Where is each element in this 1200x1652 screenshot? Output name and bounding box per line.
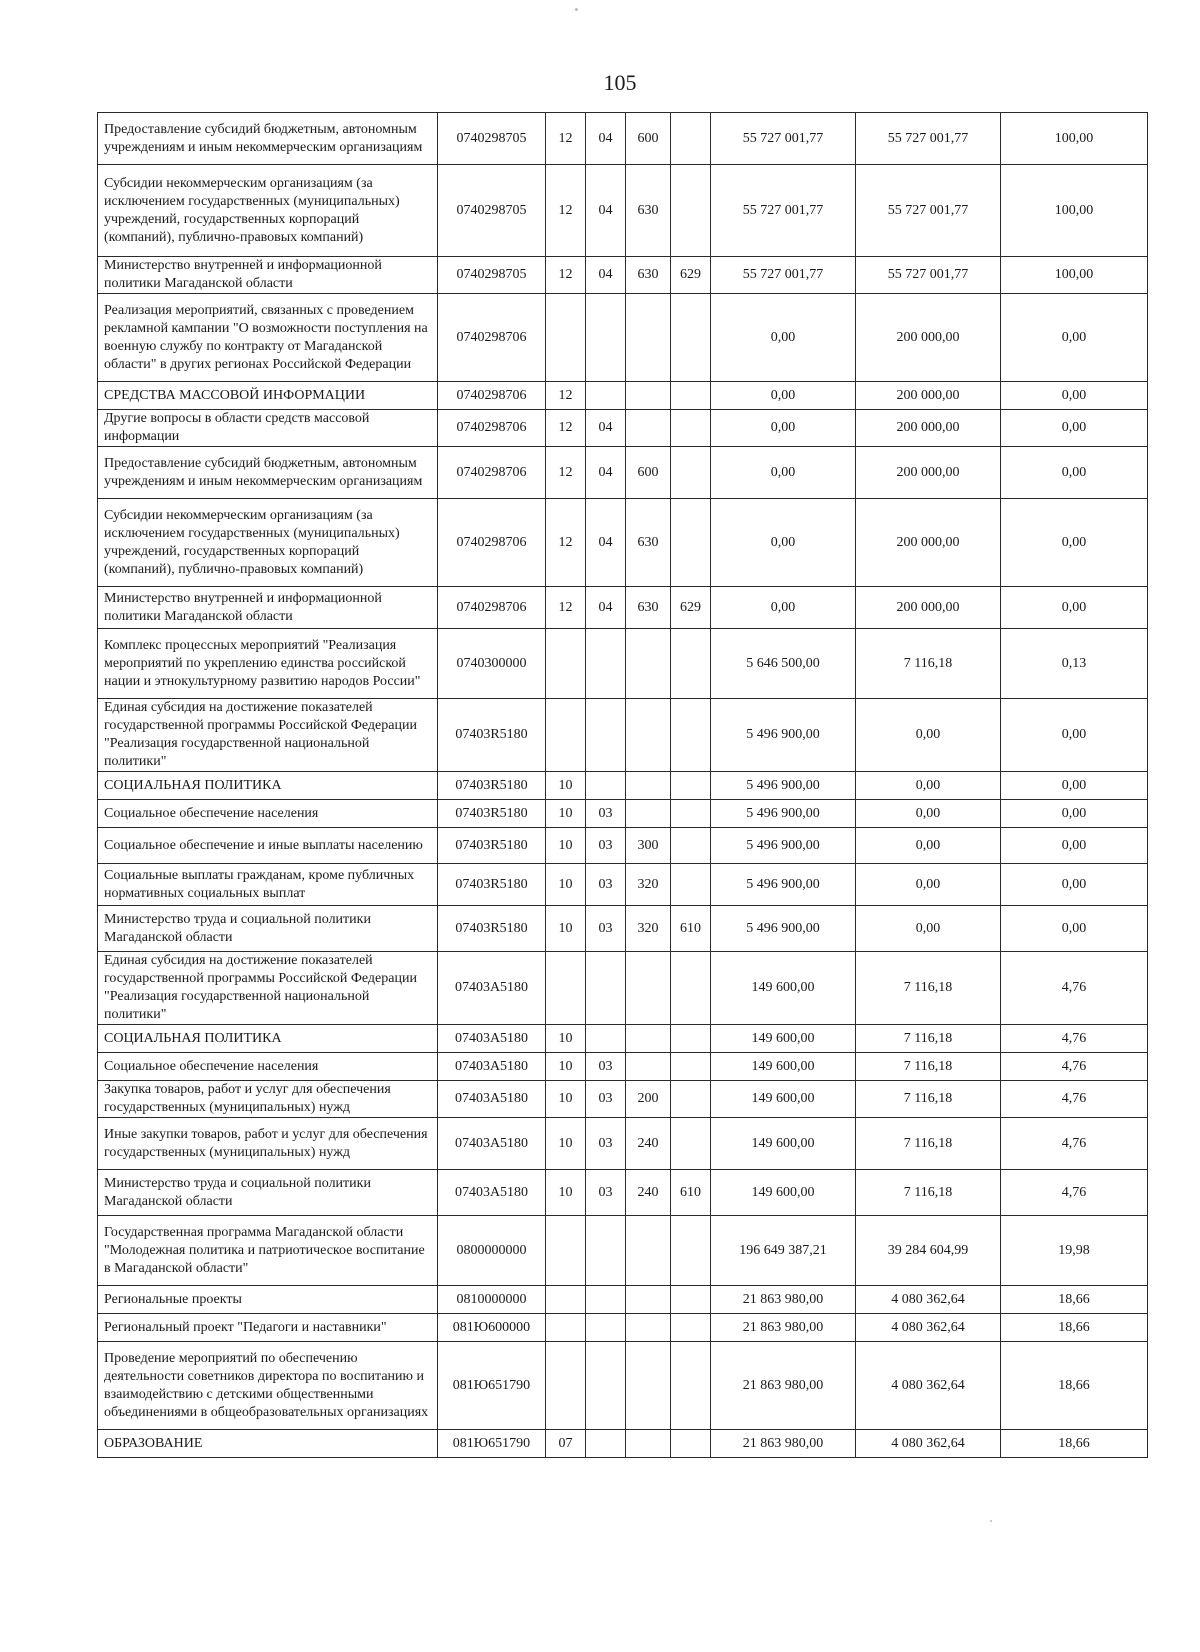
cell-grbs [671, 1216, 711, 1286]
cell-rz [546, 294, 586, 382]
cell-csr: 0740298706 [438, 382, 546, 410]
table-row [98, 1170, 1148, 1216]
cell-plan: 0,00 [711, 587, 856, 629]
cell-plan: 5 646 500,00 [711, 629, 856, 699]
cell-vr [626, 1053, 671, 1081]
cell-csr: 0740298705 [438, 165, 546, 257]
cell-pr: 04 [586, 257, 626, 294]
cell-name: Министерство труда и социальной политики Магаданской области [98, 1170, 438, 1216]
cell-grbs [671, 447, 711, 499]
cell-rz: 12 [546, 587, 586, 629]
cell-pct: 4,76 [1001, 952, 1148, 1025]
cell-plan: 149 600,00 [711, 1170, 856, 1216]
cell-name: Предоставление субсидий бюджетным, автономным учреждениям и иным некоммерческим организациям [98, 113, 438, 165]
cell-plan: 0,00 [711, 447, 856, 499]
cell-csr: 0740298706 [438, 499, 546, 587]
cell-grbs: 610 [671, 1170, 711, 1216]
table-row [98, 772, 1148, 800]
cell-plan: 21 863 980,00 [711, 1314, 856, 1342]
cell-pr: 03 [586, 864, 626, 906]
cell-pct: 4,76 [1001, 1118, 1148, 1170]
table-row [98, 864, 1148, 906]
cell-pr [586, 699, 626, 772]
cell-fact: 200 000,00 [856, 294, 1001, 382]
cell-name: Проведение мероприятий по обеспечению деятельности советников директора по воспитанию и взаимодействию с детскими общественными объединениями в общеобразовательных организациях [98, 1342, 438, 1430]
cell-vr [626, 800, 671, 828]
cell-pct: 4,76 [1001, 1170, 1148, 1216]
cell-name: СРЕДСТВА МАССОВОЙ ИНФОРМАЦИИ [98, 382, 438, 410]
cell-grbs [671, 294, 711, 382]
cell-pct: 18,66 [1001, 1430, 1148, 1458]
cell-pct: 0,00 [1001, 294, 1148, 382]
cell-grbs [671, 772, 711, 800]
cell-grbs [671, 499, 711, 587]
cell-csr: 07403R5180 [438, 864, 546, 906]
cell-vr [626, 1342, 671, 1430]
cell-name: Региональные проекты [98, 1286, 438, 1314]
cell-plan: 5 496 900,00 [711, 828, 856, 864]
cell-name: Министерство труда и социальной политики Магаданской области [98, 906, 438, 952]
table-row [98, 699, 1148, 772]
cell-rz: 10 [546, 800, 586, 828]
cell-csr: 07403R5180 [438, 800, 546, 828]
cell-grbs [671, 113, 711, 165]
cell-csr: 07403R5180 [438, 828, 546, 864]
cell-pct: 0,00 [1001, 864, 1148, 906]
table-row [98, 1025, 1148, 1053]
cell-grbs [671, 1430, 711, 1458]
cell-vr: 630 [626, 165, 671, 257]
cell-rz [546, 699, 586, 772]
cell-grbs [671, 1025, 711, 1053]
cell-csr: 081Ю651790 [438, 1342, 546, 1430]
cell-pct: 0,00 [1001, 499, 1148, 587]
cell-rz: 10 [546, 1053, 586, 1081]
cell-csr: 07403А5180 [438, 1025, 546, 1053]
cell-fact: 0,00 [856, 906, 1001, 952]
cell-plan: 0,00 [711, 410, 856, 447]
cell-name: СОЦИАЛЬНАЯ ПОЛИТИКА [98, 1025, 438, 1053]
cell-vr [626, 294, 671, 382]
cell-csr: 07403R5180 [438, 699, 546, 772]
cell-csr: 081Ю600000 [438, 1314, 546, 1342]
cell-rz: 10 [546, 1025, 586, 1053]
cell-fact: 0,00 [856, 864, 1001, 906]
cell-name: Другие вопросы в области средств массовой информации [98, 410, 438, 447]
cell-pct: 18,66 [1001, 1286, 1148, 1314]
cell-plan: 149 600,00 [711, 1118, 856, 1170]
cell-name: Государственная программа Магаданской области "Молодежная политика и патриотическое воспитание в Магаданской области" [98, 1216, 438, 1286]
cell-fact: 55 727 001,77 [856, 113, 1001, 165]
table-row [98, 294, 1148, 382]
cell-plan: 149 600,00 [711, 952, 856, 1025]
scan-speck [990, 1520, 992, 1522]
cell-pr [586, 382, 626, 410]
page-number: 105 [603, 70, 637, 95]
scan-speck [575, 8, 578, 11]
cell-rz [546, 1286, 586, 1314]
cell-pr: 04 [586, 587, 626, 629]
cell-name: СОЦИАЛЬНАЯ ПОЛИТИКА [98, 772, 438, 800]
cell-fact: 7 116,18 [856, 1053, 1001, 1081]
cell-fact: 200 000,00 [856, 382, 1001, 410]
cell-pct: 100,00 [1001, 113, 1148, 165]
cell-pct: 0,00 [1001, 800, 1148, 828]
cell-vr: 320 [626, 864, 671, 906]
cell-csr: 0740298705 [438, 113, 546, 165]
cell-pr [586, 1025, 626, 1053]
cell-vr: 630 [626, 499, 671, 587]
table-row [98, 1286, 1148, 1314]
cell-rz: 12 [546, 257, 586, 294]
cell-grbs [671, 952, 711, 1025]
cell-vr: 320 [626, 906, 671, 952]
cell-pr: 03 [586, 906, 626, 952]
cell-plan: 21 863 980,00 [711, 1430, 856, 1458]
cell-vr: 200 [626, 1081, 671, 1118]
cell-csr: 07403А5180 [438, 1053, 546, 1081]
cell-pct: 18,66 [1001, 1342, 1148, 1430]
cell-plan: 0,00 [711, 499, 856, 587]
table-row [98, 1053, 1148, 1081]
cell-grbs [671, 800, 711, 828]
cell-fact: 0,00 [856, 772, 1001, 800]
cell-fact: 7 116,18 [856, 1118, 1001, 1170]
table-row [98, 587, 1148, 629]
cell-grbs [671, 165, 711, 257]
cell-pr [586, 772, 626, 800]
cell-name: Социальное обеспечение населения [98, 1053, 438, 1081]
cell-pr: 04 [586, 113, 626, 165]
cell-csr: 07403А5180 [438, 1118, 546, 1170]
cell-pr [586, 1342, 626, 1430]
cell-grbs [671, 1053, 711, 1081]
cell-plan: 149 600,00 [711, 1081, 856, 1118]
cell-vr [626, 382, 671, 410]
cell-csr: 0740298706 [438, 294, 546, 382]
cell-plan: 196 649 387,21 [711, 1216, 856, 1286]
cell-fact: 0,00 [856, 699, 1001, 772]
cell-rz: 10 [546, 906, 586, 952]
cell-pct: 100,00 [1001, 257, 1148, 294]
cell-rz [546, 629, 586, 699]
cell-fact: 7 116,18 [856, 1170, 1001, 1216]
cell-rz: 10 [546, 1170, 586, 1216]
cell-pr: 04 [586, 499, 626, 587]
cell-name: Иные закупки товаров, работ и услуг для обеспечения государственных (муниципальных) нужд [98, 1118, 438, 1170]
cell-fact: 4 080 362,64 [856, 1430, 1001, 1458]
cell-fact: 4 080 362,64 [856, 1314, 1001, 1342]
cell-pct: 0,00 [1001, 587, 1148, 629]
cell-name: Закупка товаров, работ и услуг для обеспечения государственных (муниципальных) нужд [98, 1081, 438, 1118]
cell-pct: 100,00 [1001, 165, 1148, 257]
cell-csr: 07403R5180 [438, 772, 546, 800]
cell-pr [586, 629, 626, 699]
cell-pct: 19,98 [1001, 1216, 1148, 1286]
cell-rz [546, 1314, 586, 1342]
cell-fact: 7 116,18 [856, 1025, 1001, 1053]
cell-pr [586, 294, 626, 382]
cell-pr [586, 1286, 626, 1314]
cell-grbs [671, 1118, 711, 1170]
cell-name: Субсидии некоммерческим организациям (за исключением государственных (муниципальных) учреждений, государственных корпораций (компаний), публично-правовых компаний) [98, 499, 438, 587]
cell-fact: 0,00 [856, 828, 1001, 864]
cell-fact: 0,00 [856, 800, 1001, 828]
cell-rz: 10 [546, 828, 586, 864]
cell-rz [546, 1342, 586, 1430]
cell-grbs [671, 864, 711, 906]
table-row [98, 1216, 1148, 1286]
table-row [98, 906, 1148, 952]
cell-vr: 630 [626, 257, 671, 294]
cell-vr [626, 410, 671, 447]
cell-vr: 240 [626, 1170, 671, 1216]
table-row [98, 257, 1148, 294]
cell-csr: 07403R5180 [438, 906, 546, 952]
cell-pct: 0,00 [1001, 447, 1148, 499]
cell-plan: 55 727 001,77 [711, 113, 856, 165]
cell-plan: 5 496 900,00 [711, 699, 856, 772]
cell-grbs [671, 382, 711, 410]
cell-grbs [671, 1286, 711, 1314]
cell-plan: 21 863 980,00 [711, 1342, 856, 1430]
table-row [98, 1081, 1148, 1118]
cell-vr [626, 699, 671, 772]
cell-plan: 5 496 900,00 [711, 800, 856, 828]
cell-grbs: 629 [671, 257, 711, 294]
cell-vr [626, 1314, 671, 1342]
cell-rz: 10 [546, 864, 586, 906]
cell-pct: 0,00 [1001, 382, 1148, 410]
table-row [98, 447, 1148, 499]
cell-vr [626, 629, 671, 699]
cell-name: Министерство внутренней и информационной политики Магаданской области [98, 587, 438, 629]
cell-plan: 0,00 [711, 294, 856, 382]
cell-pct: 0,00 [1001, 828, 1148, 864]
cell-rz: 12 [546, 382, 586, 410]
cell-csr: 0740298706 [438, 587, 546, 629]
cell-vr: 600 [626, 447, 671, 499]
cell-vr: 600 [626, 113, 671, 165]
cell-fact: 7 116,18 [856, 952, 1001, 1025]
cell-pr [586, 1430, 626, 1458]
table-row [98, 629, 1148, 699]
cell-vr: 300 [626, 828, 671, 864]
cell-fact: 55 727 001,77 [856, 257, 1001, 294]
cell-grbs: 610 [671, 906, 711, 952]
cell-name: Социальные выплаты гражданам, кроме публичных нормативных социальных выплат [98, 864, 438, 906]
cell-pct: 0,00 [1001, 906, 1148, 952]
cell-rz [546, 1216, 586, 1286]
cell-vr [626, 772, 671, 800]
cell-fact: 4 080 362,64 [856, 1286, 1001, 1314]
cell-grbs [671, 629, 711, 699]
cell-csr: 07403А5180 [438, 952, 546, 1025]
cell-name: Единая субсидия на достижение показателей государственной программы Российской Федерации "Реализация государственной национальной политики" [98, 699, 438, 772]
cell-grbs [671, 699, 711, 772]
cell-rz: 12 [546, 499, 586, 587]
cell-rz [546, 952, 586, 1025]
cell-rz: 10 [546, 1081, 586, 1118]
table-row [98, 1118, 1148, 1170]
cell-csr: 0740298706 [438, 410, 546, 447]
cell-rz: 10 [546, 1118, 586, 1170]
cell-csr: 0740298705 [438, 257, 546, 294]
cell-pct: 0,00 [1001, 772, 1148, 800]
cell-plan: 5 496 900,00 [711, 864, 856, 906]
cell-rz: 12 [546, 447, 586, 499]
cell-fact: 7 116,18 [856, 1081, 1001, 1118]
table-row [98, 410, 1148, 447]
cell-pr: 03 [586, 828, 626, 864]
cell-vr [626, 952, 671, 1025]
cell-csr: 0810000000 [438, 1286, 546, 1314]
cell-vr: 630 [626, 587, 671, 629]
cell-rz: 12 [546, 113, 586, 165]
cell-fact: 55 727 001,77 [856, 165, 1001, 257]
cell-name: Региональный проект "Педагоги и наставники" [98, 1314, 438, 1342]
table-row [98, 800, 1148, 828]
cell-name: ОБРАЗОВАНИЕ [98, 1430, 438, 1458]
cell-plan: 149 600,00 [711, 1025, 856, 1053]
cell-vr: 240 [626, 1118, 671, 1170]
table-row [98, 1314, 1148, 1342]
cell-grbs [671, 1314, 711, 1342]
cell-fact: 200 000,00 [856, 410, 1001, 447]
cell-plan: 149 600,00 [711, 1053, 856, 1081]
cell-rz: 07 [546, 1430, 586, 1458]
cell-pr: 03 [586, 1053, 626, 1081]
cell-grbs: 629 [671, 587, 711, 629]
cell-pr: 03 [586, 1170, 626, 1216]
cell-pr [586, 952, 626, 1025]
cell-name: Реализация мероприятий, связанных с проведением рекламной кампании "О возможности поступления на военную службу по контракту от Магаданской области" в других регионах Российской Федерации [98, 294, 438, 382]
cell-plan: 21 863 980,00 [711, 1286, 856, 1314]
cell-fact: 200 000,00 [856, 447, 1001, 499]
cell-pr: 04 [586, 165, 626, 257]
table-row [98, 1430, 1148, 1458]
cell-plan: 5 496 900,00 [711, 772, 856, 800]
cell-pct: 0,00 [1001, 699, 1148, 772]
budget-table [97, 112, 1148, 1458]
cell-csr: 0740298706 [438, 447, 546, 499]
table-row [98, 828, 1148, 864]
cell-name: Комплекс процессных мероприятий "Реализация мероприятий по укреплению единства российской нации и этнокультурному развитию народов России" [98, 629, 438, 699]
cell-csr: 081Ю651790 [438, 1430, 546, 1458]
cell-grbs [671, 410, 711, 447]
cell-pr: 04 [586, 447, 626, 499]
table-row [98, 499, 1148, 587]
cell-pr: 03 [586, 800, 626, 828]
cell-fact: 4 080 362,64 [856, 1342, 1001, 1430]
cell-fact: 39 284 604,99 [856, 1216, 1001, 1286]
cell-grbs [671, 1342, 711, 1430]
cell-csr: 07403А5180 [438, 1081, 546, 1118]
cell-pr: 04 [586, 410, 626, 447]
cell-name: Министерство внутренней и информационной политики Магаданской области [98, 257, 438, 294]
cell-pct: 4,76 [1001, 1025, 1148, 1053]
cell-pct: 0,13 [1001, 629, 1148, 699]
cell-name: Социальное обеспечение населения [98, 800, 438, 828]
cell-plan: 55 727 001,77 [711, 257, 856, 294]
cell-pct: 4,76 [1001, 1081, 1148, 1118]
cell-vr [626, 1430, 671, 1458]
cell-rz: 12 [546, 165, 586, 257]
cell-pr: 03 [586, 1081, 626, 1118]
cell-pct: 18,66 [1001, 1314, 1148, 1342]
cell-csr: 0740300000 [438, 629, 546, 699]
cell-grbs [671, 1081, 711, 1118]
cell-pct: 4,76 [1001, 1053, 1148, 1081]
cell-plan: 5 496 900,00 [711, 906, 856, 952]
cell-name: Единая субсидия на достижение показателей государственной программы Российской Федерации "Реализация государственной национальной политики" [98, 952, 438, 1025]
cell-vr [626, 1025, 671, 1053]
cell-name: Субсидии некоммерческим организациям (за исключением государственных (муниципальных) учреждений, государственных корпораций (компаний), публично-правовых компаний) [98, 165, 438, 257]
cell-fact: 200 000,00 [856, 587, 1001, 629]
cell-grbs [671, 828, 711, 864]
cell-csr: 0800000000 [438, 1216, 546, 1286]
cell-fact: 7 116,18 [856, 629, 1001, 699]
table-row [98, 113, 1148, 165]
cell-name: Социальное обеспечение и иные выплаты населению [98, 828, 438, 864]
table-row [98, 952, 1148, 1025]
cell-rz: 12 [546, 410, 586, 447]
table-row [98, 1342, 1148, 1430]
cell-plan: 0,00 [711, 382, 856, 410]
cell-csr: 07403А5180 [438, 1170, 546, 1216]
cell-vr [626, 1286, 671, 1314]
table-row [98, 165, 1148, 257]
cell-vr [626, 1216, 671, 1286]
cell-pr: 03 [586, 1118, 626, 1170]
cell-rz: 10 [546, 772, 586, 800]
cell-pr [586, 1314, 626, 1342]
table-row [98, 382, 1148, 410]
cell-plan: 55 727 001,77 [711, 165, 856, 257]
cell-fact: 200 000,00 [856, 499, 1001, 587]
cell-pr [586, 1216, 626, 1286]
cell-pct: 0,00 [1001, 410, 1148, 447]
cell-name: Предоставление субсидий бюджетным, автономным учреждениям и иным некоммерческим организациям [98, 447, 438, 499]
